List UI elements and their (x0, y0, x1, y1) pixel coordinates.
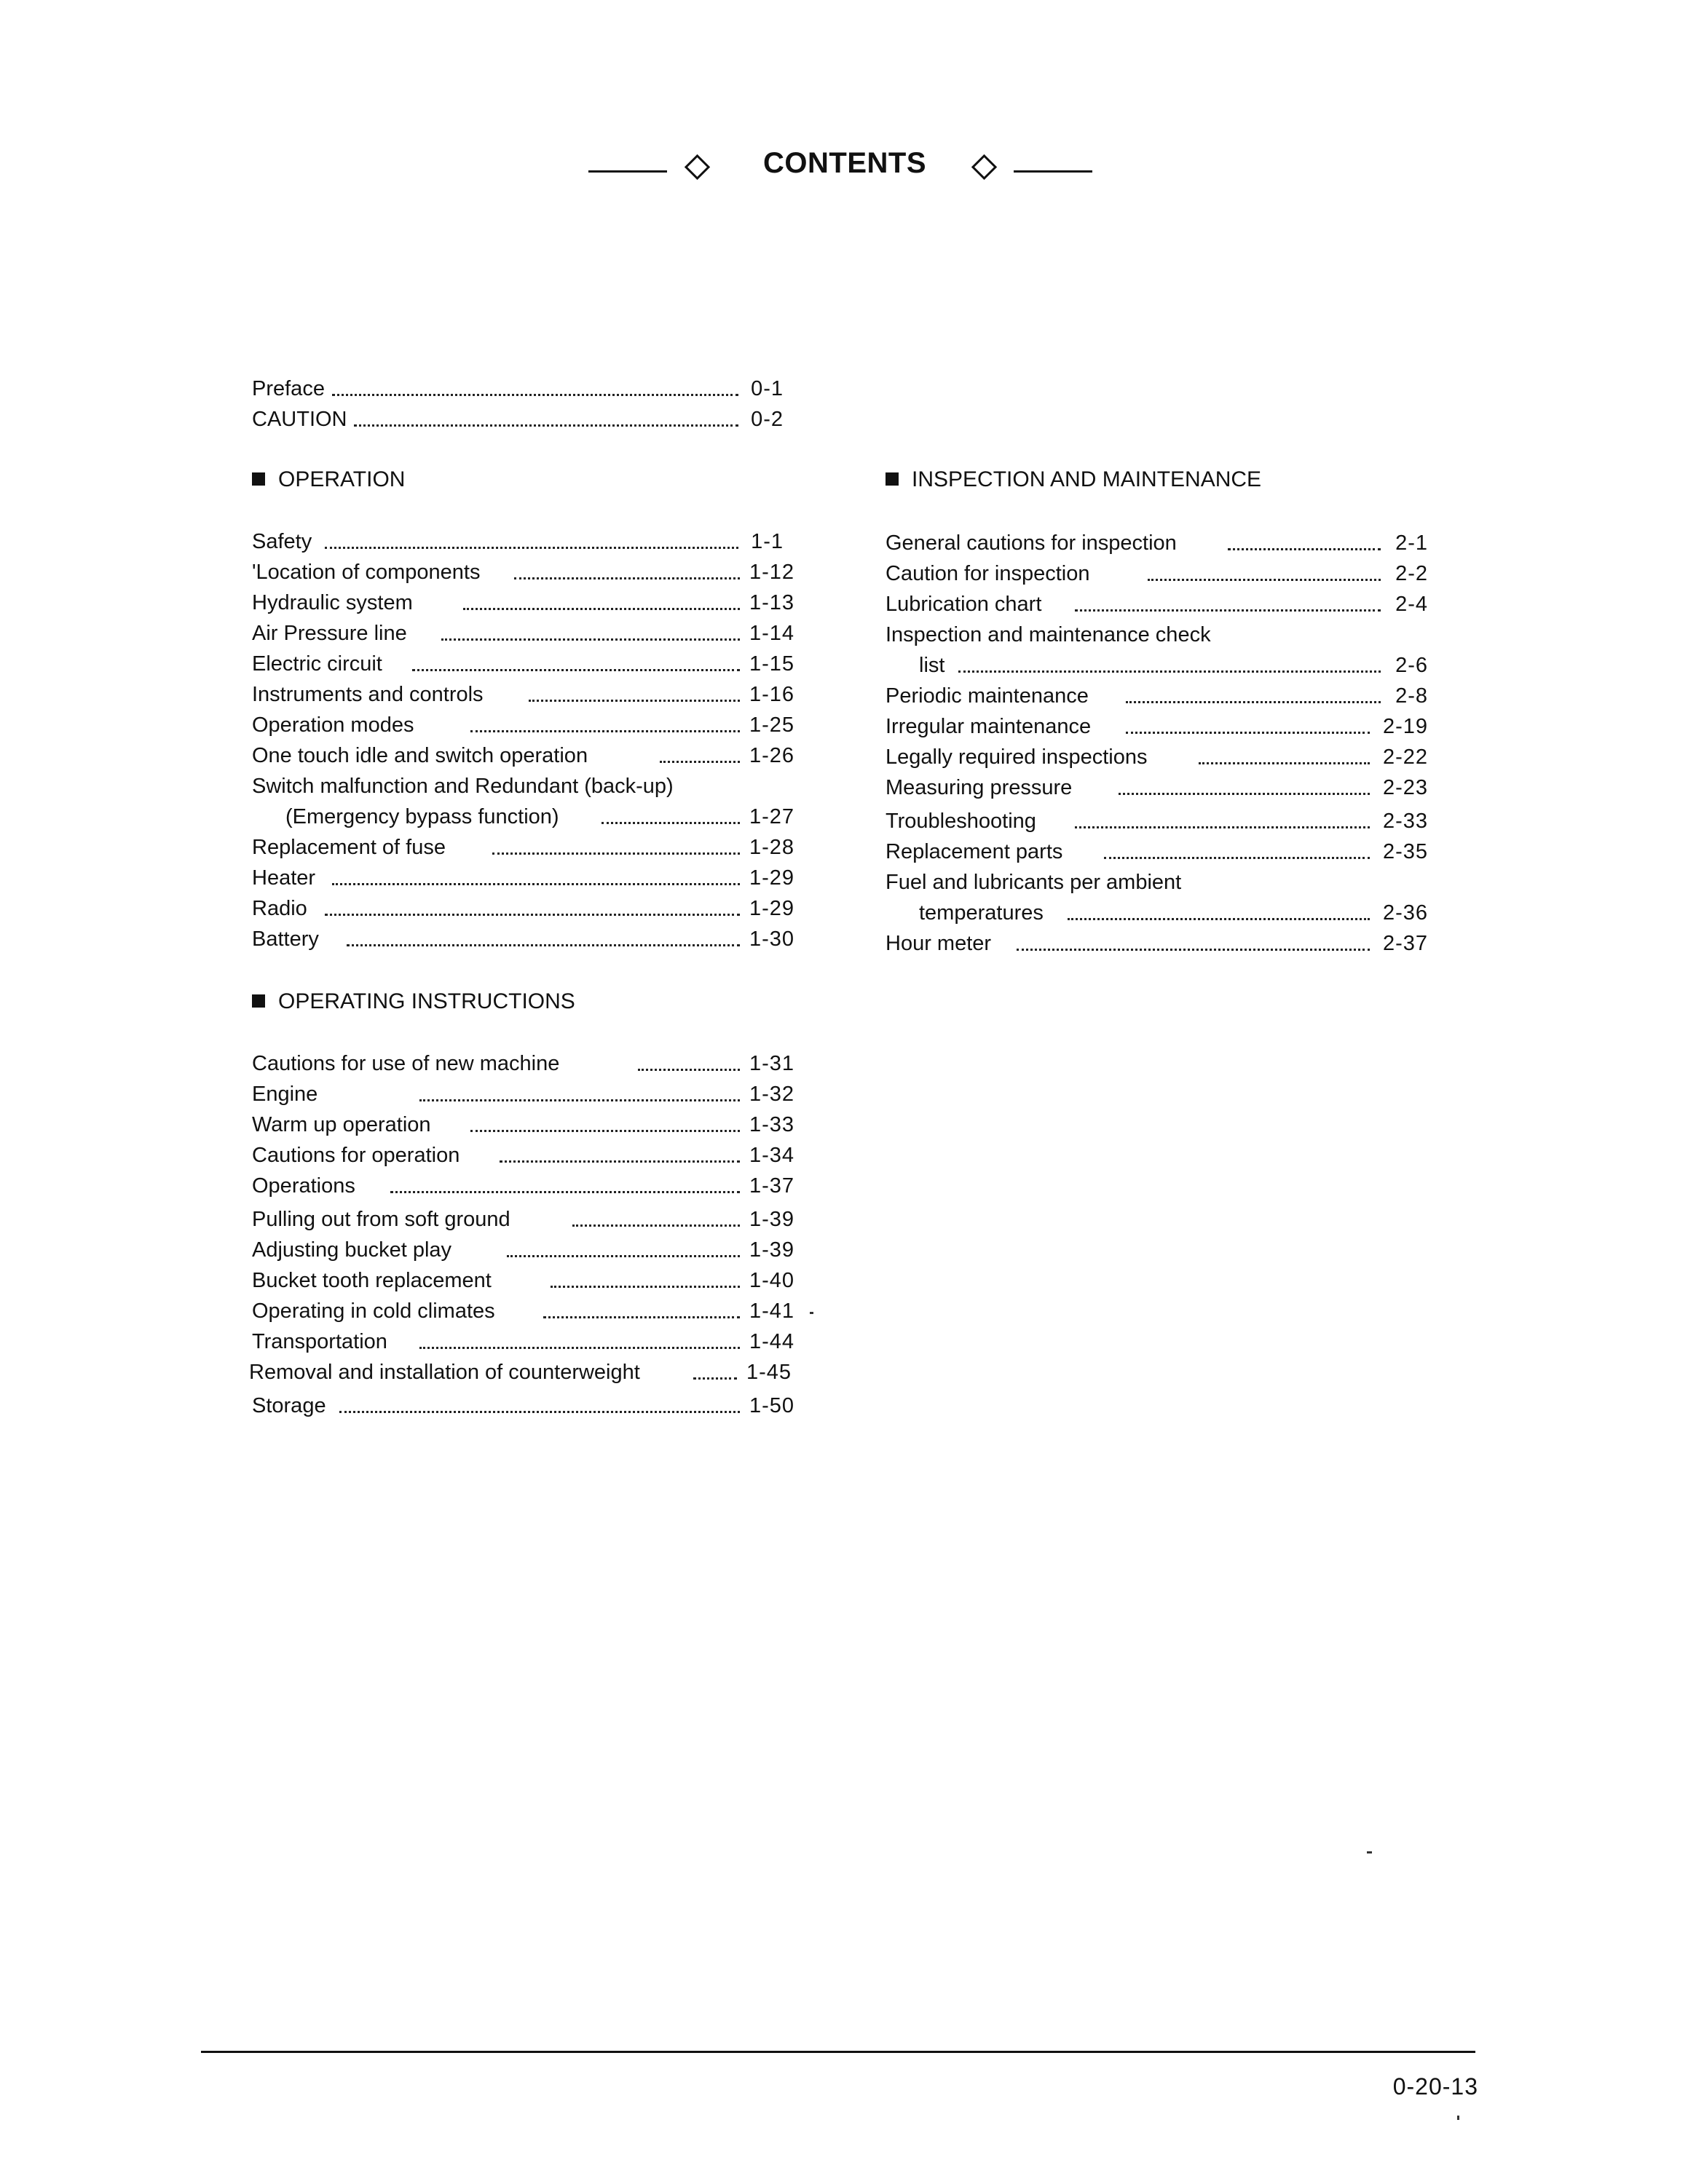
toc-entry[interactable] (886, 681, 1428, 711)
entry-page: 1-12 (742, 557, 794, 587)
dot-leader (529, 700, 740, 702)
entry-page: 1-29 (742, 863, 794, 893)
toc-entry[interactable] (886, 928, 1428, 959)
entry-page: 1-31 (742, 1048, 794, 1079)
toc-entry[interactable] (252, 404, 784, 435)
entry-page: 1-50 (742, 1390, 794, 1421)
entry-label: Radio (252, 897, 315, 920)
toc-entry[interactable] (252, 1109, 794, 1140)
dot-leader (325, 547, 738, 549)
toc-entry[interactable] (252, 893, 794, 924)
dot-leader (543, 1316, 740, 1318)
dot-leader (1126, 732, 1370, 734)
entry-page: 1-39 (742, 1204, 794, 1235)
header-rule-right (1014, 170, 1092, 173)
dot-leader (339, 1411, 740, 1413)
entry-label: Inspection and maintenance check (886, 623, 1218, 646)
entry-label: Removal and installation of counterweight (249, 1361, 647, 1384)
entry-label: list (919, 654, 952, 677)
entry-page: 2-19 (1376, 711, 1428, 742)
entry-page: 2-2 (1388, 558, 1428, 589)
toc-entry[interactable] (886, 806, 1428, 836)
dot-leader (1104, 857, 1370, 859)
dot-leader (470, 730, 740, 732)
dot-leader (332, 394, 738, 396)
entry-label: temperatures (919, 901, 1051, 925)
entry-page: 1-25 (742, 710, 794, 740)
entry-label: Measuring pressure (886, 776, 1079, 799)
entry-label: Instruments and controls (252, 683, 491, 706)
entry-page: 1-1 (744, 526, 784, 557)
dot-leader (514, 577, 740, 579)
toc-entry[interactable] (252, 1204, 794, 1235)
entry-page: 2-22 (1376, 742, 1428, 772)
dot-leader (1068, 918, 1370, 920)
dot-leader (347, 944, 740, 946)
dot-leader (492, 852, 740, 855)
dot-leader (693, 1377, 737, 1380)
dot-leader (1199, 762, 1370, 764)
section-title: OPERATION (278, 467, 406, 491)
entry-page: 1-13 (742, 587, 794, 618)
dot-leader (441, 638, 740, 641)
toc-entry[interactable] (886, 528, 1428, 558)
page-number: 0-20-13 (1392, 2073, 1478, 2100)
entry-label: Operating in cold climates (252, 1299, 502, 1323)
toc-entry[interactable] (886, 558, 1428, 589)
entry-label: Replacement parts (886, 840, 1070, 863)
toc-entry[interactable] (252, 710, 794, 740)
entry-label: Storage (252, 1394, 334, 1417)
dot-leader (551, 1286, 740, 1288)
entry-label: Battery (252, 927, 326, 951)
entry-page: 2-8 (1388, 681, 1428, 711)
scan-speck (1367, 1851, 1372, 1853)
toc-entry[interactable] (252, 649, 794, 679)
toc-entry[interactable] (252, 863, 794, 893)
toc-entry[interactable] (252, 1265, 794, 1296)
entry-page: 1-37 (742, 1171, 794, 1201)
entry-page: 1-29 (742, 893, 794, 924)
entry-label: Troubleshooting (886, 810, 1044, 833)
page-title: CONTENTS (763, 147, 926, 179)
toc-entry[interactable] (252, 618, 794, 649)
dot-leader (325, 914, 740, 916)
toc-entry[interactable] (252, 1171, 794, 1201)
toc-entry[interactable] (252, 1235, 794, 1265)
entry-label: Transportation (252, 1330, 395, 1353)
contents-header (0, 146, 1688, 189)
entry-page: 2-1 (1388, 528, 1428, 558)
dot-leader (660, 761, 740, 763)
toc-entry[interactable] (249, 1357, 792, 1388)
entry-page: 1-14 (742, 618, 794, 649)
dot-leader (638, 1069, 740, 1071)
entry-label: Hydraulic system (252, 591, 420, 614)
toc-entry[interactable] (886, 711, 1428, 742)
entry-page: 2-37 (1376, 928, 1428, 959)
entry-label: Switch malfunction and Redundant (back-up) (252, 775, 681, 798)
entry-page: 2-33 (1376, 806, 1428, 836)
entry-page: 2-36 (1376, 898, 1428, 928)
toc-entry[interactable] (252, 924, 794, 954)
diamond-icon (685, 154, 710, 180)
entry-label: Cautions for operation (252, 1144, 467, 1167)
entry-page: 0-1 (744, 373, 784, 404)
entry-label: Fuel and lubricants per ambient (886, 871, 1188, 894)
square-bullet-icon (886, 472, 899, 486)
toc-entry[interactable] (252, 1079, 794, 1109)
entry-page: 1-30 (742, 924, 794, 954)
entry-label: Warm up operation (252, 1113, 438, 1136)
entry-label: Replacement of fuse (252, 836, 453, 859)
dot-leader (419, 1347, 740, 1349)
toc-entry[interactable] (886, 589, 1428, 620)
toc-entry[interactable] (252, 373, 784, 404)
dot-leader (572, 1224, 740, 1227)
dot-leader (332, 883, 740, 885)
toc-entry[interactable] (886, 898, 1428, 928)
entry-page: 1-15 (742, 649, 794, 679)
entry-label: Operations (252, 1174, 363, 1198)
dot-leader (1126, 701, 1381, 703)
entry-label: Preface (252, 377, 332, 400)
toc-entry[interactable] (252, 1326, 794, 1357)
toc-entry[interactable] (252, 832, 794, 863)
toc-entry[interactable] (252, 526, 784, 557)
entry-label: 'Location of components (252, 561, 487, 584)
toc-entry[interactable] (252, 1048, 794, 1079)
toc-entry[interactable] (252, 771, 794, 802)
dot-leader (470, 1130, 740, 1132)
toc-entry[interactable] (886, 620, 1428, 650)
dot-leader (390, 1191, 740, 1193)
toc-entry[interactable] (886, 650, 1428, 681)
entry-page: 2-35 (1376, 836, 1428, 867)
entry-label: One touch idle and switch operation (252, 744, 595, 767)
entry-page: 1-16 (742, 679, 794, 710)
toc-entry[interactable] (252, 740, 794, 771)
section-title: INSPECTION AND MAINTENANCE (912, 467, 1262, 491)
toc-entry[interactable] (252, 1296, 794, 1326)
entry-label: Irregular maintenance (886, 715, 1098, 738)
toc-entry[interactable] (252, 679, 794, 710)
entry-page: 1-45 (739, 1357, 792, 1388)
entry-label: Cautions for use of new machine (252, 1052, 567, 1075)
entry-page: 2-23 (1376, 772, 1428, 803)
toc-entry[interactable] (886, 772, 1428, 803)
entry-page: 2-6 (1388, 650, 1428, 681)
toc-entry[interactable] (886, 836, 1428, 867)
toc-entry[interactable] (252, 587, 794, 618)
footer-rule (201, 2051, 1475, 2053)
square-bullet-icon (252, 994, 265, 1008)
entry-label: Pulling out from soft ground (252, 1208, 518, 1231)
entry-page: 1-33 (742, 1109, 794, 1140)
entry-label: Periodic maintenance (886, 684, 1096, 708)
toc-entry[interactable] (886, 867, 1428, 898)
toc-entry[interactable] (252, 1390, 794, 1421)
section-heading-operating-instructions (252, 986, 575, 1017)
dot-leader (500, 1160, 740, 1163)
header-rule-left (588, 170, 667, 173)
dot-leader (1228, 548, 1381, 550)
dot-leader (419, 1099, 740, 1101)
dot-leader (602, 822, 740, 824)
entry-page: 1-40 (742, 1265, 794, 1296)
entry-label: Lubrication chart (886, 593, 1049, 616)
diamond-icon (971, 154, 997, 180)
dot-leader (1119, 793, 1370, 795)
dot-leader (507, 1255, 740, 1257)
entry-page: 1-27 (742, 802, 794, 832)
section-title: OPERATING INSTRUCTIONS (278, 989, 575, 1013)
entry-label: CAUTION (252, 408, 355, 431)
dot-leader (463, 608, 740, 610)
entry-label: Bucket tooth replacement (252, 1269, 499, 1292)
entry-label: Heater (252, 866, 323, 890)
dot-leader (958, 670, 1381, 673)
dot-leader (354, 424, 738, 427)
entry-label: Safety (252, 530, 319, 553)
entry-page: 1-34 (742, 1140, 794, 1171)
dot-leader (1017, 949, 1370, 951)
entry-label: Air Pressure line (252, 622, 414, 645)
entry-label: Legally required inspections (886, 745, 1155, 769)
entry-label: (Emergency bypass function) (285, 805, 567, 828)
entry-page: 1-44 (742, 1326, 794, 1357)
scan-speck (810, 1312, 813, 1314)
square-bullet-icon (252, 472, 265, 486)
entry-page: 1-32 (742, 1079, 794, 1109)
dot-leader (1075, 609, 1381, 612)
toc-entry[interactable] (886, 742, 1428, 772)
entry-label: Caution for inspection (886, 562, 1097, 585)
dot-leader (1148, 579, 1381, 581)
toc-entry[interactable] (252, 802, 794, 832)
entry-label: General cautions for inspection (886, 531, 1184, 555)
entry-page: 1-41 (742, 1296, 794, 1326)
entry-label: Electric circuit (252, 652, 390, 676)
section-heading-operation (252, 464, 405, 495)
section-heading-inspection (886, 464, 1261, 495)
entry-label: Adjusting bucket play (252, 1238, 459, 1262)
toc-entry[interactable] (252, 557, 794, 587)
entry-label: Engine (252, 1083, 325, 1106)
entry-label: Operation modes (252, 713, 421, 737)
dot-leader (1075, 826, 1370, 828)
entry-page: 1-26 (742, 740, 794, 771)
scan-speck (1457, 2116, 1459, 2120)
entry-label: Hour meter (886, 932, 998, 955)
entry-page: 1-39 (742, 1235, 794, 1265)
toc-entry[interactable] (252, 1140, 794, 1171)
entry-page: 0-2 (744, 404, 784, 435)
entry-page: 2-4 (1388, 589, 1428, 620)
dot-leader (412, 669, 740, 671)
entry-page: 1-28 (742, 832, 794, 863)
